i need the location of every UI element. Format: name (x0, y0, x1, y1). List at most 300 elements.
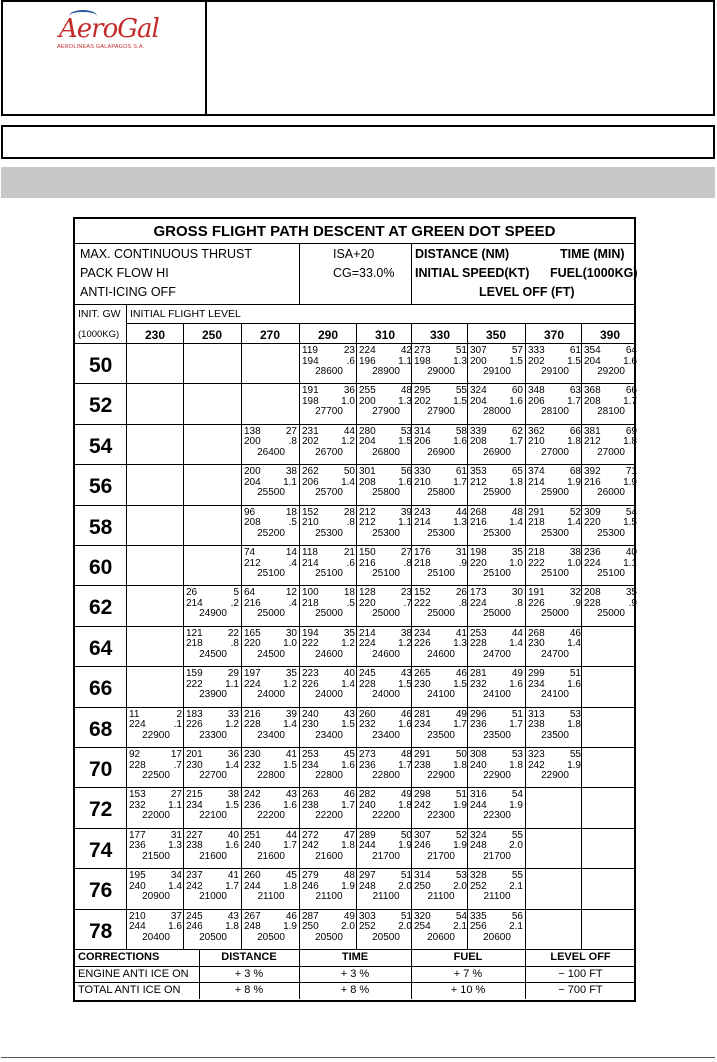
distance-value: 240 (302, 708, 319, 720)
speed-value: 232 (244, 759, 261, 771)
level-off-value: 22900 (541, 770, 569, 781)
descent-data-cell (184, 710, 242, 747)
speed-value: 236 (244, 799, 261, 811)
distance-value: 279 (302, 870, 319, 882)
level-off-value: 21000 (199, 891, 227, 903)
descent-data-cell (412, 750, 470, 787)
speed-value: 248 (244, 921, 261, 933)
level-off-value: 28000 (483, 406, 511, 418)
level-off-value: 22200 (257, 810, 285, 822)
fuel-value: 1.9 (623, 476, 637, 488)
speed-value: 242 (302, 840, 319, 852)
level-off-value: 27900 (372, 406, 400, 418)
descent-data-cell (300, 346, 358, 383)
descent-data-cell (582, 548, 640, 585)
correction-value: + 10 % (450, 984, 486, 996)
descent-data-cell (242, 508, 300, 545)
descent-data-cell (468, 750, 526, 787)
speed-value: 232 (359, 719, 376, 731)
time-value: 35 (343, 627, 355, 639)
descent-data-cell (127, 831, 185, 868)
distance-value: 198 (470, 547, 487, 558)
descent-data-cell (242, 710, 300, 747)
speed-value: 236 (359, 759, 376, 771)
time-value: 18 (285, 506, 297, 518)
time-value: 30 (511, 587, 523, 599)
speed-value: 208 (584, 395, 601, 407)
legend-leveloff: LEVEL OFF (FT) (479, 285, 575, 299)
time-value: 51 (400, 870, 412, 882)
descent-data-cell (300, 427, 358, 464)
descent-data-cell (242, 427, 300, 464)
speed-value: 208 (359, 476, 376, 488)
fuel-value: 2.1 (509, 880, 523, 892)
row-divider (75, 787, 636, 788)
time-value: 53 (511, 749, 523, 760)
legend-distance: DISTANCE (NM) (415, 247, 510, 261)
fuel-value: .8 (346, 517, 355, 529)
level-off-value: 25500 (257, 487, 285, 499)
descent-data-cell (526, 508, 584, 545)
distance-value: 392 (584, 466, 601, 478)
fuel-value: 1.8 (225, 921, 239, 933)
time-value: 2 (176, 708, 182, 720)
time-value: 12 (285, 587, 297, 599)
time-value: 43 (285, 789, 297, 801)
speed-value: 246 (414, 840, 431, 852)
descent-data-cell (412, 871, 470, 908)
time-value: 51 (400, 910, 412, 922)
speed-value: 226 (414, 638, 431, 650)
time-value: 38 (569, 547, 581, 558)
level-off-value: 24700 (541, 648, 569, 660)
speed-value: 210 (414, 476, 431, 488)
distance-value: 200 (244, 466, 261, 478)
fuel-value: .4 (288, 557, 297, 569)
level-off-value: 27700 (315, 406, 343, 418)
descent-data-cell (412, 346, 470, 383)
speed-value: 244 (359, 840, 376, 852)
correction-value: ENGINE ANTI ICE ON (78, 967, 189, 980)
level-off-value: 22900 (142, 729, 170, 741)
descent-data-cell (412, 831, 470, 868)
level-off-value: 26900 (483, 446, 511, 458)
speed-value: 244 (470, 799, 487, 811)
descent-data-cell (242, 790, 300, 827)
logo-main-text: AeroGal (59, 14, 159, 44)
distance-value: 287 (302, 910, 319, 922)
speed-value: 234 (528, 678, 545, 690)
level-off-value: 23500 (541, 729, 569, 741)
corrections-top (75, 949, 636, 950)
speed-value: 198 (414, 355, 431, 367)
correction-value: + 8 % (340, 984, 370, 996)
speed-value: 232 (470, 678, 487, 690)
descent-data-cell (184, 669, 242, 706)
distance-value: 324 (470, 829, 487, 841)
level-off-value: 23400 (315, 729, 343, 741)
time-value: 45 (343, 749, 355, 760)
fuel-value: 1.5 (398, 436, 412, 448)
descent-data-cell (300, 386, 358, 423)
descent-data-cell (300, 548, 358, 585)
distance-value: 273 (359, 749, 376, 760)
speed-value: 250 (302, 921, 319, 933)
level-off-value: 26400 (257, 446, 285, 458)
distance-value: 333 (528, 345, 545, 356)
time-value: 52 (455, 829, 467, 841)
distance-value: 231 (302, 425, 319, 437)
speed-value: 212 (359, 517, 376, 529)
distance-value: 320 (414, 910, 431, 922)
fuel-value: 1.1 (623, 557, 637, 569)
correction-value: + 7 % (453, 967, 483, 980)
speed-value: 224 (359, 638, 376, 650)
time-value: 39 (400, 506, 412, 518)
fuel-value: 1.8 (398, 799, 412, 811)
level-off-value: 25000 (541, 608, 569, 620)
fuel-value: 1.1 (168, 799, 182, 811)
time-value: 39 (285, 708, 297, 720)
level-off-value: 25100 (372, 568, 400, 579)
level-off-value: 25000 (597, 608, 625, 620)
level-off-value: 25000 (315, 608, 343, 620)
speed-value: 214 (414, 517, 431, 529)
distance-value: 323 (528, 749, 545, 760)
corrections-header: CORRECTIONS (78, 951, 160, 963)
fuel-value: 1.4 (283, 719, 297, 731)
flight-level-header: 310 (374, 328, 396, 342)
flight-level-header: 330 (429, 328, 451, 342)
level-off-value: 22900 (483, 770, 511, 781)
gross-weight-value: 72 (89, 798, 113, 822)
distance-value: 263 (302, 789, 319, 801)
time-value: 47 (343, 829, 355, 841)
speed-value: 242 (528, 759, 545, 771)
descent-data-cell (412, 669, 470, 706)
fuel-value: 1.5 (509, 355, 523, 367)
time-value: 46 (569, 627, 581, 639)
fuel-value: 1.2 (398, 638, 412, 650)
speed-value: 216 (470, 517, 487, 529)
speed-value: 252 (359, 921, 376, 933)
level-off-value: 25800 (427, 487, 455, 499)
level-off-value: 29100 (483, 366, 511, 377)
fuel-value: 1.8 (453, 759, 467, 771)
row-divider (75, 545, 636, 546)
fuel-value: 1.6 (509, 395, 523, 407)
distance-value: 339 (470, 425, 487, 437)
speed-value: 242 (414, 799, 431, 811)
descent-data-cell (582, 588, 640, 625)
level-off-value: 23500 (483, 729, 511, 741)
time-value: 42 (400, 345, 412, 356)
level-off-value: 24600 (315, 648, 343, 660)
time-value: 71 (625, 466, 637, 478)
fuel-value: 1.8 (623, 436, 637, 448)
descent-data-cell (242, 588, 300, 625)
time-value: 49 (343, 910, 355, 922)
time-value: 44 (285, 829, 297, 841)
time-value: 52 (569, 506, 581, 518)
level-off-value: 25100 (427, 568, 455, 579)
document-subheader (1, 125, 715, 159)
descent-data-cell (412, 548, 470, 585)
speed-value: 216 (244, 597, 261, 609)
speed-value: 220 (359, 597, 376, 609)
fuel-value: .8 (514, 597, 523, 609)
fuel-value: 1.7 (453, 719, 467, 731)
speed-value: 208 (470, 436, 487, 448)
descent-data-cell (300, 629, 358, 666)
distance-value: 212 (359, 506, 376, 518)
distance-value: 314 (414, 870, 431, 882)
descent-data-cell (468, 669, 526, 706)
level-off-value: 21100 (257, 891, 285, 903)
time-value: 53 (455, 870, 467, 882)
distance-value: 273 (414, 345, 431, 356)
level-off-value: 25100 (257, 568, 285, 579)
corrections-header: FUEL (453, 951, 483, 963)
row-divider (75, 424, 636, 425)
speed-value: 246 (186, 921, 203, 933)
level-off-value: 29000 (427, 366, 455, 377)
time-value: 46 (455, 668, 467, 680)
distance-value: 159 (186, 668, 203, 680)
distance-value: 330 (414, 466, 431, 478)
fuel-value: .1 (173, 719, 182, 731)
level-off-value: 24500 (199, 648, 227, 660)
level-off-value: 23400 (372, 729, 400, 741)
fuel-value: .8 (288, 436, 297, 448)
descent-data-cell (468, 386, 526, 423)
distance-value: 253 (470, 627, 487, 639)
fuel-value: 1.4 (567, 517, 581, 529)
descent-data-cell (412, 508, 470, 545)
fuel-value: .8 (403, 557, 412, 569)
fuel-value: 2.1 (453, 921, 467, 933)
distance-value: 224 (359, 345, 376, 356)
corrections-line (75, 982, 636, 983)
fuel-value: 1.9 (453, 840, 467, 852)
distance-value: 121 (186, 627, 203, 639)
row-divider (75, 707, 636, 708)
level-off-value: 22800 (372, 770, 400, 781)
fuel-value: 1.6 (225, 840, 239, 852)
distance-value: 291 (528, 506, 545, 518)
fuel-value: 1.8 (509, 759, 523, 771)
level-off-value: 21100 (315, 891, 343, 903)
descent-data-cell (412, 588, 470, 625)
fuel-value: 2.0 (341, 921, 355, 933)
descent-data-cell (300, 871, 358, 908)
time-value: 43 (343, 708, 355, 720)
distance-value: 324 (470, 385, 487, 397)
descent-data-cell (300, 912, 358, 949)
time-value: 48 (343, 870, 355, 882)
fuel-value: 1.9 (398, 840, 412, 852)
distance-value: 201 (186, 749, 203, 760)
speed-value: 252 (470, 880, 487, 892)
fuel-value: 1.0 (567, 557, 581, 569)
distance-value: 297 (359, 870, 376, 882)
time-value: 55 (511, 829, 523, 841)
level-off-value: 24700 (483, 648, 511, 660)
fuel-value: 1.9 (341, 880, 355, 892)
speed-value: 218 (186, 638, 203, 650)
time-value: 65 (511, 466, 523, 478)
time-value: 35 (625, 587, 637, 599)
distance-value: 210 (129, 910, 146, 922)
fuel-value: 1.6 (398, 476, 412, 488)
time-value: 64 (625, 345, 637, 356)
level-off-value: 25000 (427, 608, 455, 620)
time-value: 38 (227, 789, 239, 801)
condition-mid: CG=33.0% (333, 266, 395, 280)
descent-data-cell (412, 710, 470, 747)
descent-data-cell (357, 629, 415, 666)
logo-sub-text: AEROLINEAS GALAPAGOS S.A. (57, 44, 145, 50)
level-off-value: 25300 (541, 527, 569, 539)
fuel-value: 1.7 (453, 476, 467, 488)
distance-value: 251 (244, 829, 261, 841)
corrections-header: TIME (341, 951, 369, 963)
speed-value: 238 (414, 759, 431, 771)
level-off-value: 20500 (315, 931, 343, 943)
fuel-value: 1.5 (567, 355, 581, 367)
level-off-value: 23300 (199, 729, 227, 741)
speed-value: 206 (414, 436, 431, 448)
fuel-value: 1.4 (567, 638, 581, 650)
distance-value: 191 (302, 385, 319, 397)
fuel-value: 1.2 (283, 678, 297, 690)
level-off-value: 24600 (372, 648, 400, 660)
time-value: 61 (455, 466, 467, 478)
distance-value: 260 (359, 708, 376, 720)
time-value: 60 (511, 385, 523, 397)
corrections-line (75, 966, 636, 967)
distance-value: 208 (584, 587, 601, 599)
distance-value: 268 (528, 627, 545, 639)
fuel-value: 1.7 (225, 880, 239, 892)
descent-data-cell (357, 548, 415, 585)
flight-level-header: 390 (599, 328, 621, 342)
time-value: 54 (511, 789, 523, 801)
distance-value: 74 (244, 547, 256, 558)
descent-data-cell (184, 750, 242, 787)
descent-data-cell (468, 629, 526, 666)
corrections-divider (299, 949, 300, 999)
fuel-value: 1.4 (168, 880, 182, 892)
fuel-value: 1.5 (341, 719, 355, 731)
distance-value: 354 (584, 345, 601, 356)
fuel-value: 1.4 (225, 759, 239, 771)
time-value: 51 (569, 668, 581, 680)
level-off-value: 29200 (597, 366, 625, 377)
row-divider (75, 868, 636, 869)
level-off-value: 21600 (257, 850, 285, 862)
distance-value: 197 (244, 668, 261, 680)
fuel-value: 1.6 (168, 921, 182, 933)
distance-value: 173 (470, 587, 487, 599)
distance-value: 289 (359, 829, 376, 841)
descent-data-cell (242, 669, 300, 706)
distance-value: 381 (584, 425, 601, 437)
time-value: 61 (569, 345, 581, 356)
time-value: 43 (227, 910, 239, 922)
descent-data-cell (300, 790, 358, 827)
distance-value: 335 (470, 910, 487, 922)
level-off-value: 21500 (142, 850, 170, 862)
speed-value: 240 (244, 840, 261, 852)
speed-value: 234 (414, 719, 431, 731)
level-off-value: 22300 (483, 810, 511, 822)
section-band (1, 167, 715, 198)
speed-value: 222 (414, 597, 431, 609)
distance-value: 64 (244, 587, 256, 599)
speed-value: 236 (470, 719, 487, 731)
fuel-value: .6 (346, 557, 355, 569)
time-value: 62 (511, 425, 523, 437)
time-value: 49 (455, 708, 467, 720)
level-off-value: 27000 (541, 446, 569, 458)
level-off-value: 26800 (372, 446, 400, 458)
distance-value: 281 (414, 708, 431, 720)
row-divider (75, 464, 636, 465)
chart-title: GROSS FLIGHT PATH DESCENT AT GREEN DOT SPEED (75, 219, 634, 244)
descent-data-cell (468, 346, 526, 383)
level-off-value: 22200 (315, 810, 343, 822)
descent-data-cell (468, 831, 526, 868)
level-off-value: 26700 (315, 446, 343, 458)
speed-value: 210 (302, 517, 319, 529)
fuel-value: 2.0 (398, 921, 412, 933)
fuel-value: 1.7 (509, 719, 523, 731)
descent-data-cell (300, 831, 358, 868)
descent-data-cell (412, 386, 470, 423)
row-divider (75, 828, 636, 829)
time-value: 49 (400, 789, 412, 801)
distance-value: 296 (470, 708, 487, 720)
descent-data-cell (184, 871, 242, 908)
distance-value: 237 (186, 870, 203, 882)
distance-value: 216 (244, 708, 261, 720)
condition-label: MAX. CONTINUOUS THRUST (80, 247, 252, 261)
speed-value: 228 (584, 597, 601, 609)
fuel-value: 1.4 (509, 517, 523, 529)
fuel-value: 1.5 (283, 759, 297, 771)
initial-fl-label: INITIAL FLIGHT LEVEL (130, 308, 241, 320)
distance-value: 374 (528, 466, 545, 478)
descent-data-cell (526, 427, 584, 464)
speed-value: 202 (528, 355, 545, 367)
descent-data-cell (412, 427, 470, 464)
fuel-value: 1.5 (453, 395, 467, 407)
level-off-value: 22100 (199, 810, 227, 822)
distance-value: 227 (186, 829, 203, 841)
level-off-value: 20600 (483, 931, 511, 943)
speed-value: 226 (186, 719, 203, 731)
descent-data-cell (357, 710, 415, 747)
level-off-value: 28600 (315, 366, 343, 377)
distance-value: 262 (302, 466, 319, 478)
gross-weight-value: 54 (89, 434, 113, 458)
speed-value: 230 (302, 719, 319, 731)
distance-value: 191 (528, 587, 545, 599)
descent-data-cell (242, 548, 300, 585)
fuel-value: 1.3 (168, 840, 182, 852)
speed-value: 226 (302, 678, 319, 690)
